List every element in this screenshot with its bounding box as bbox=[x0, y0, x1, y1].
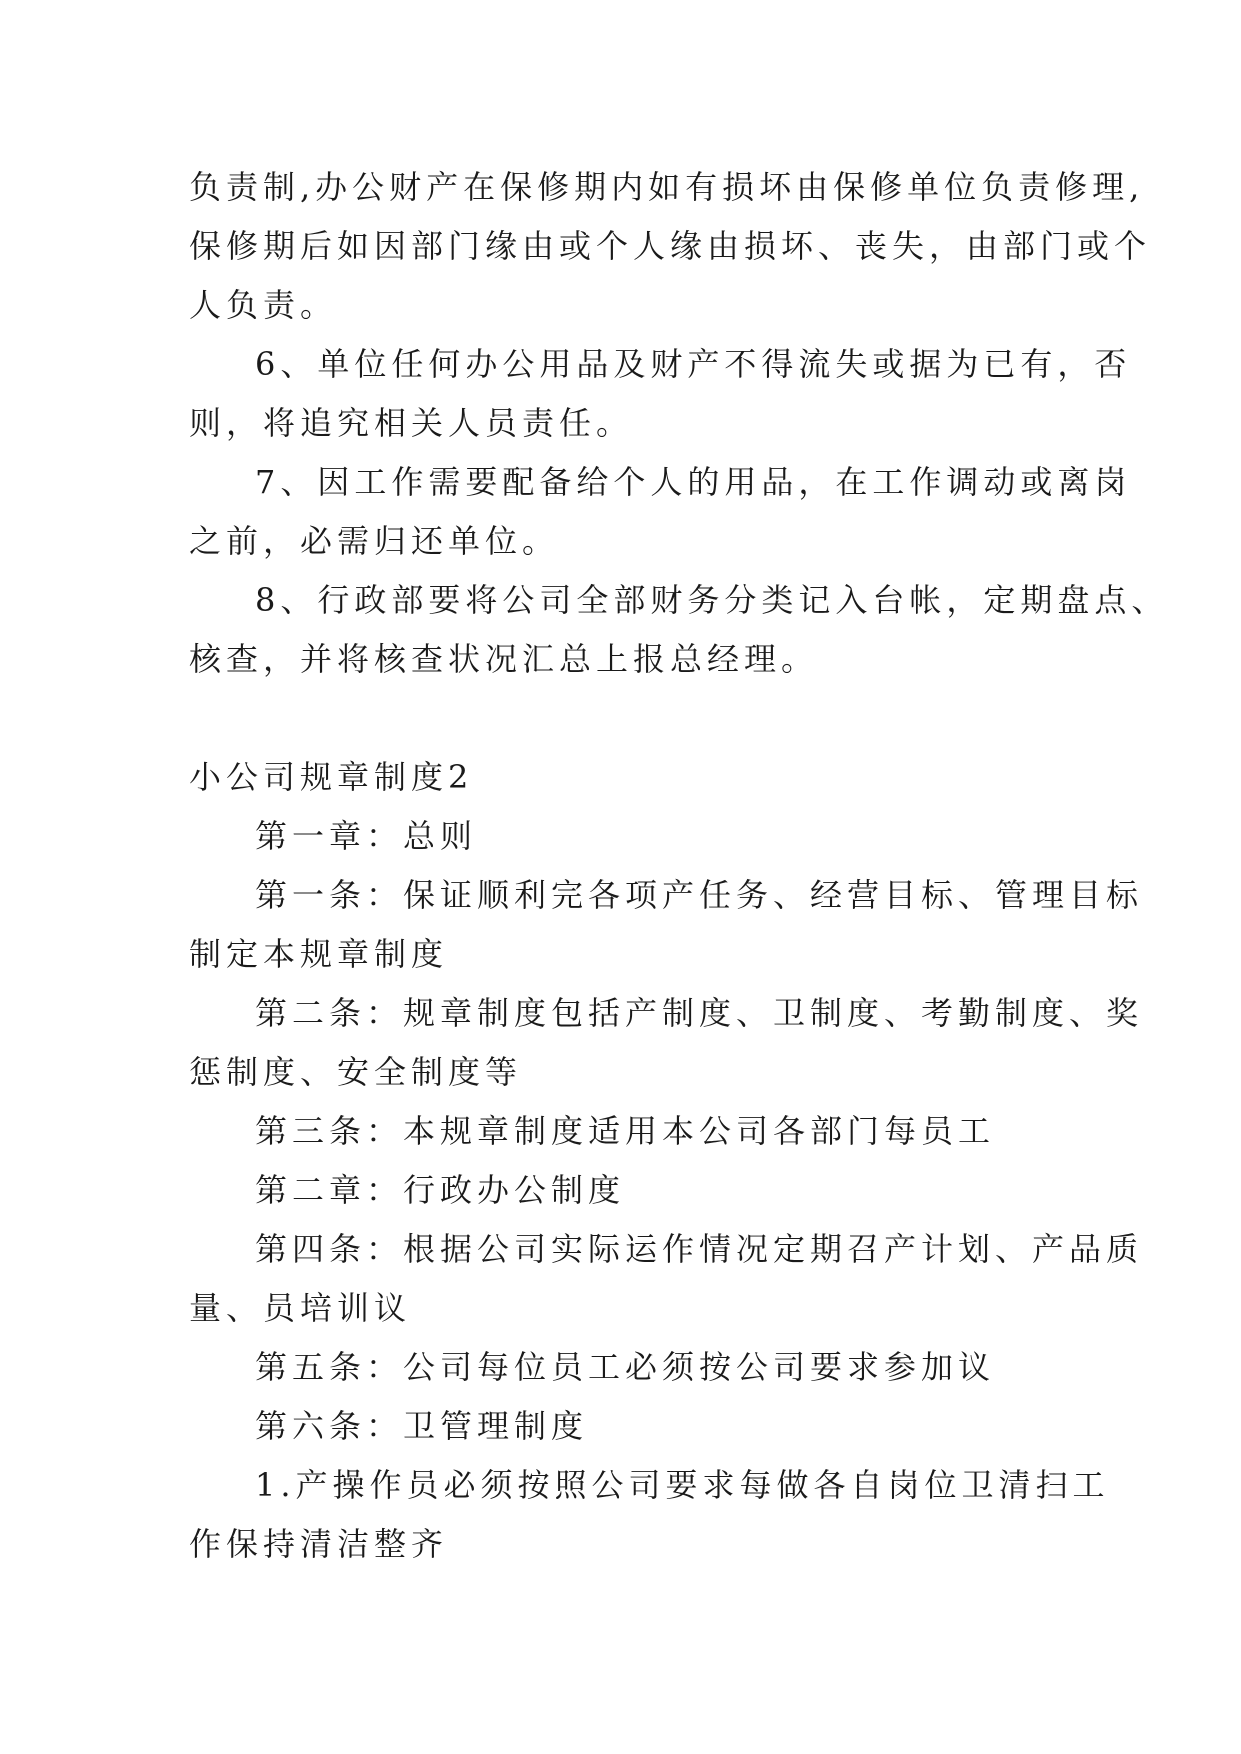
text-line: 第二条：规章制度包括产制度、卫制度、考勤制度、奖 bbox=[255, 994, 1144, 1032]
text-line: 则，将追究相关人员责任。 bbox=[189, 404, 634, 442]
text-line: 人负责。 bbox=[189, 286, 338, 324]
text-line: 制定本规章制度 bbox=[189, 935, 449, 973]
document-body bbox=[189, 158, 1169, 1574]
text-line: 惩制度、安全制度等 bbox=[189, 1053, 523, 1091]
section-spacer bbox=[189, 689, 1089, 748]
text-line: 作保持清洁整齐 bbox=[189, 1525, 449, 1563]
text-line: 保修期后如因部门缘由或个人缘由损坏、丧失，由部门或个 bbox=[189, 227, 1152, 265]
text-line: 核查，并将核查状况汇总上报总经理。 bbox=[189, 640, 819, 678]
text-line: 第六条：卫管理制度 bbox=[255, 1407, 589, 1445]
section-title: 小公司规章制度2 bbox=[189, 758, 474, 796]
text-line: 8、行政部要将公司全部财务分类记入台帐，定期盘点、 bbox=[255, 581, 1169, 619]
text-line: 第四条：根据公司实际运作情况定期召产计划、产品质 bbox=[255, 1230, 1144, 1268]
text-line: 量、员培训议 bbox=[189, 1289, 412, 1327]
text-line: 7、因工作需要配备给个人的用品，在工作调动或离岗 bbox=[255, 463, 1132, 501]
text-line: 第五条：公司每位员工必须按公司要求参加议 bbox=[255, 1348, 996, 1386]
text-line: 之前，必需归还单位。 bbox=[189, 522, 560, 560]
text-line: 第一条：保证顺利完各项产任务、经营目标、管理目标 bbox=[255, 876, 1144, 914]
text-line: 第三条：本规章制度适用本公司各部门每员工 bbox=[255, 1112, 996, 1150]
text-line: 1.产操作员必须按照公司要求每做各自岗位卫清扫工 bbox=[255, 1466, 1110, 1504]
text-line: 6、单位任何办公用品及财产不得流失或据为已有，否 bbox=[255, 345, 1132, 383]
chapter-heading: 第二章：行政办公制度 bbox=[255, 1171, 626, 1209]
text-line: 负责制,办公财产在保修期内如有损坏由保修单位负责修理, bbox=[189, 168, 1145, 206]
chapter-heading: 第一章：总则 bbox=[255, 817, 478, 855]
